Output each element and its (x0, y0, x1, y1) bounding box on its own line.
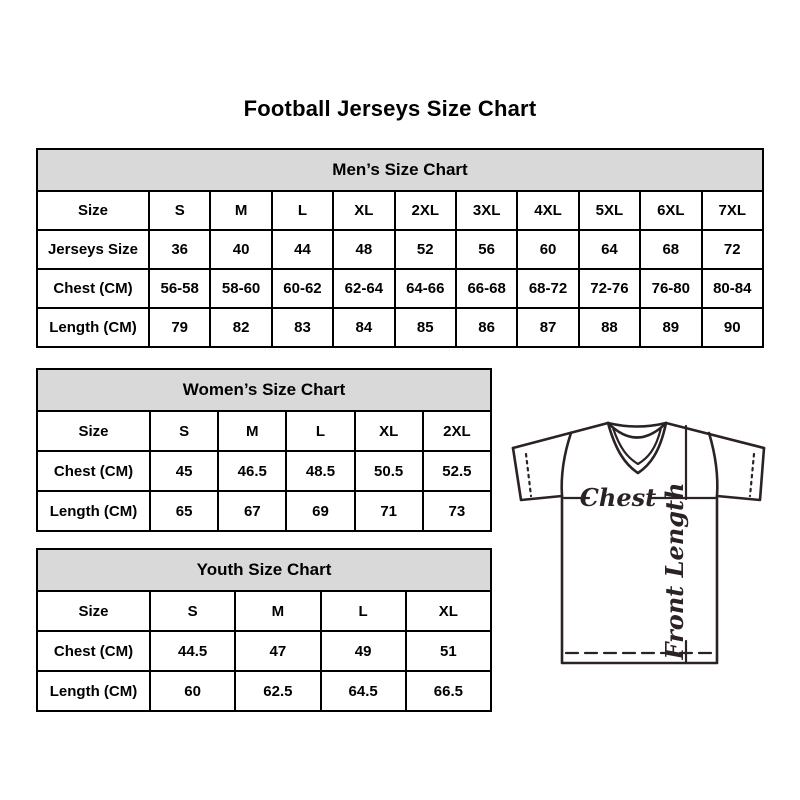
size-value-cell: 71 (355, 491, 423, 531)
size-value-cell: 49 (321, 631, 406, 671)
row-label: Chest (CM) (37, 451, 150, 491)
size-value-cell: S (150, 591, 235, 631)
row-label: Chest (CM) (37, 631, 150, 671)
size-value-cell: 83 (272, 308, 333, 347)
size-value-cell: M (210, 191, 271, 230)
size-value-cell: 5XL (579, 191, 640, 230)
jersey-body-outline (562, 496, 717, 663)
size-value-cell: 88 (579, 308, 640, 347)
size-value-cell: 60 (517, 230, 578, 269)
size-value-cell: 86 (456, 308, 517, 347)
jersey-collar-top-curve (608, 423, 666, 427)
size-value-cell: 62.5 (235, 671, 320, 711)
size-value-cell: 87 (517, 308, 578, 347)
size-value-cell: L (272, 191, 333, 230)
size-value-cell: 46.5 (218, 451, 286, 491)
size-value-cell: S (150, 411, 218, 451)
size-value-cell: 6XL (640, 191, 701, 230)
size-value-cell: 64-66 (395, 269, 456, 308)
page-title: Football Jerseys Size Chart (243, 96, 537, 121)
size-value-cell: 72 (702, 230, 763, 269)
size-value-cell: 47 (235, 631, 320, 671)
size-value-cell: 50.5 (355, 451, 423, 491)
size-value-cell: 67 (218, 491, 286, 531)
size-value-cell: 7XL (702, 191, 763, 230)
size-value-cell: 64.5 (321, 671, 406, 711)
youth-size-chart-table (36, 548, 492, 712)
size-value-cell: 72-76 (579, 269, 640, 308)
size-value-cell: 51 (406, 631, 491, 671)
jersey-left-cuff-dotted-seam (526, 454, 531, 496)
size-value-cell: XL (355, 411, 423, 451)
size-value-cell: 36 (149, 230, 210, 269)
size-value-cell: 56-58 (149, 269, 210, 308)
row-label: Size (37, 591, 150, 631)
size-value-cell: M (218, 411, 286, 451)
size-value-cell: 68-72 (517, 269, 578, 308)
jersey-left-armhole-seam (562, 433, 571, 496)
size-value-cell: XL (406, 591, 491, 631)
size-value-cell: S (149, 191, 210, 230)
jersey-right-cuff-dotted-seam (750, 454, 754, 496)
size-value-cell: 90 (702, 308, 763, 347)
row-label: Length (CM) (37, 491, 150, 531)
size-value-cell: 66.5 (406, 671, 491, 711)
size-value-cell: 2XL (395, 191, 456, 230)
table-title: Women’s Size Chart (37, 369, 491, 411)
size-value-cell: L (321, 591, 406, 631)
size-value-cell: 52.5 (423, 451, 491, 491)
jersey-right-sleeve (717, 448, 764, 500)
size-value-cell: L (286, 411, 354, 451)
size-value-cell: 84 (333, 308, 394, 347)
size-value-cell: 52 (395, 230, 456, 269)
size-value-cell: 89 (640, 308, 701, 347)
size-value-cell: 64 (579, 230, 640, 269)
row-label: Length (CM) (37, 308, 149, 347)
mens-size-chart-table (36, 148, 764, 348)
size-value-cell: 76-80 (640, 269, 701, 308)
size-value-cell: 85 (395, 308, 456, 347)
size-value-cell: 4XL (517, 191, 578, 230)
size-value-cell: 62-64 (333, 269, 394, 308)
table-title: Youth Size Chart (37, 549, 491, 591)
row-label: Jerseys Size (37, 230, 149, 269)
jersey-left-shoulder-line (513, 423, 608, 448)
row-label: Chest (CM) (37, 269, 149, 308)
row-label: Length (CM) (37, 671, 150, 711)
size-value-cell: 48.5 (286, 451, 354, 491)
row-label: Size (37, 191, 149, 230)
size-value-cell: 60 (150, 671, 235, 711)
size-value-cell: 44 (272, 230, 333, 269)
size-value-cell: 60-62 (272, 269, 333, 308)
size-value-cell: 58-60 (210, 269, 271, 308)
jersey-left-sleeve (513, 448, 562, 500)
size-value-cell: 79 (149, 308, 210, 347)
size-value-cell: 73 (423, 491, 491, 531)
jersey-right-shoulder-line (666, 423, 764, 448)
size-value-cell: 66-68 (456, 269, 517, 308)
size-value-cell: 45 (150, 451, 218, 491)
size-value-cell: 40 (210, 230, 271, 269)
size-value-cell: 68 (640, 230, 701, 269)
row-label: Size (37, 411, 150, 451)
size-value-cell: M (235, 591, 320, 631)
jersey-measurement-diagram (497, 396, 787, 686)
jersey-right-armhole-seam (709, 433, 717, 496)
size-value-cell: 3XL (456, 191, 517, 230)
size-value-cell: 48 (333, 230, 394, 269)
womens-size-chart-table (36, 368, 492, 532)
size-value-cell: 2XL (423, 411, 491, 451)
size-value-cell: 44.5 (150, 631, 235, 671)
size-value-cell: 56 (456, 230, 517, 269)
table-title: Men’s Size Chart (37, 149, 763, 191)
size-value-cell: 82 (210, 308, 271, 347)
front-length-label: Front Length (660, 482, 689, 660)
size-value-cell: 80-84 (702, 269, 763, 308)
size-value-cell: 65 (150, 491, 218, 531)
size-value-cell: 69 (286, 491, 354, 531)
chest-label: Chest (579, 483, 657, 512)
size-value-cell: XL (333, 191, 394, 230)
